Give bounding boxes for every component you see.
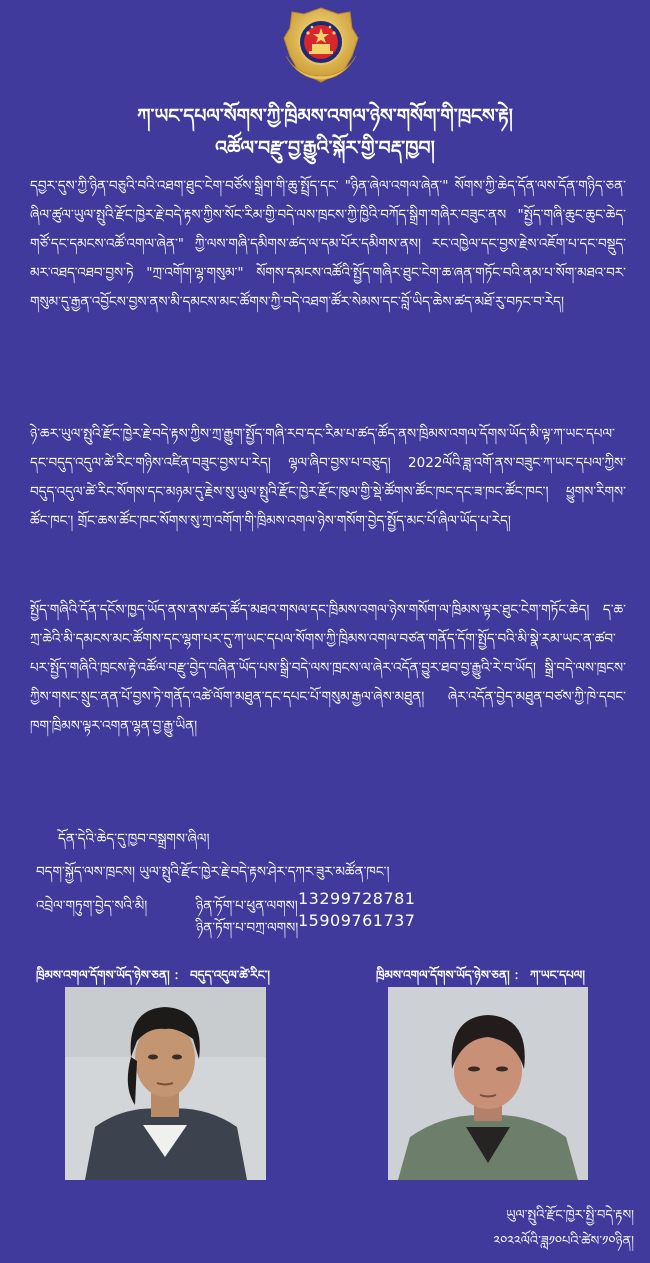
phone2-label: ཉིན་ཏོག་པ་བཀྲ་ལགས།	[196, 920, 299, 936]
contact-person-label: འབྲེལ་གཏུག་བྱེད་སའི་མི།	[36, 898, 148, 914]
contact-heading: དོན་དེའི་ཆེད་དུ་ཁྱབ་བསྒྲགས་ཞིལ།	[58, 831, 210, 847]
body-paragraph-3: སྤྱོད་གཞིའི་དོན་དངོས་ཁྱད་ཡོད་ནས་ནས་ཚད་ཚོད་མཐའ་གསལ་དང་ཁྲིམས་འགལ་ཉེས་གསོག་ལ་ཁྲིམས་ལྟར་ཐུང་ངེག་གཏོང་ཆེད། ད་ཆ་ཀྲ་ཆེའི་མི་དམངས་མང་ཚོགས་དང་ལྷག་པར་དུ་ཀ་ཡང་དཔལ་སོགས་ཀྱི་ཁྲིམས་འགལ་བཙན་གནོད་དོག་སྤྱོད་བའི་མི་སྣེ་རམ་ཡང་ན་ཚབ་པར་སྤྱོད་གཞིའི་ཁྲངས་རྟེ་འཚོལ་བརྫུ་བྱེད་བཞིན་ཡོད་པས་སྒྲི་བདེ་ལས་ཁྲངས་ལ་ཞེར་འདོན་བྱུར་ཐབ་བྱ་རྒྱུའི་རེ་བ་ཡོད། སྒྲི་བདེ་ལས་ཁྲངས་ཀྱིས་གསང་སྲུང་ནན་པོ་བྱས་ཏེ་གནོད་འཚེ་ལོག་མཐུན་དང་དཔང་པོ་གསུམ་རྒྱལ་ཞེས་མཐུན། ཞེར་འདོན་བྱེད་མཐུན་བཙས་ཀྱི་ཁེ་དབང་ཁག་ཁྲིམས་ལྟར་འགན་ལྷན་བྱ་རྒྱུ་ཡིན།	[30, 602, 626, 734]
body-paragraph-2: ཉེ་ཆར་ཡུལ་སྤུའི་རྫོང་ཁྱེར་རྗེ་བདེ་རྟས་ཀྱིས་ཀྲ་རྒྱུག་སྤྱོད་གཞི་རབ་དང་རིམ་པ་ཚད་ཚོད་ནས་ཁྲིམས་འགལ་དོགས་ཡོད་མི་ལྟ་ཀ་ཡང་དཔལ་དང་བདུད་འདུལ་ཚེ་རིང་གཉིས་འཛིན་བཟུང་བྱས་པ་རེད། ལྷལ་ཞིབ་བྱས་པ་བཅུད། 2022ལོའི་ཟླ་འགོ་ནས་བཟུང་ཀ་ཡང་དཔལ་ཀྱིས་བདུད་འདུལ་ཚེ་རིང་སོགས་དང་མཉམ་དུ་རྗེས་སུ་ཡུལ་སྤུའི་རྫོང་ཁྱེར་རྫོང་ཁུལ་གྱི་སྡེ་ཚོགས་ཚོང་ཁང་དང་ཟ་ཁང་ཚོང་ཁང་། ཕྱུགས་རིགས་ཚོང་ཁང་། གྲོང་ཆས་ཚོང་ཁང་སོགས་སུ་ཀྲ་འགོག་གི་ཁྲིམས་འགལ་ཉེས་གསོག་བྱེད་སྤྱོད་མང་པོ་ཞིལ་ཡོད་པ་རེད།	[30, 426, 626, 529]
suspect-photo-1	[65, 987, 266, 1180]
page-subtitle: འཚོལ་བརྫུ་བྱ་རྒྱུའི་སྐོར་གྱི་བརྡ་ཁྱབ།	[215, 137, 435, 159]
suspect-caption-1: ཁྲིམས་འགལ་དོགས་ཡོད་ཉེས་ཅན། ： བདུད་འདུལ་ཚེ་རིང་།	[36, 968, 270, 982]
phone1-number[interactable]: 13299728781	[298, 889, 416, 908]
contact-office: བདག་སྐྱོད་ལས་ཁྲངས། ཡུལ་སྤུའི་རྫོང་ཁྱེར་རྗེ་བདེ་རྟས་ཤེར་དཀར་ཟུར་མཚོན་ཁང་།	[36, 864, 390, 880]
issuer-signature: ཡུལ་སྤུའི་རྫོང་ཁྱེར་སྤྱི་བདེ་རྟས།	[506, 1208, 634, 1223]
phone1-label: ཉིན་ཏོག་པ་ཕུན་ལགས།	[196, 898, 298, 914]
police-emblem-logo	[278, 6, 364, 84]
suspect-caption-2: ཁྲིམས་འགལ་དོགས་ཡོད་ཉེས་ཅན། ： ཀ་ཡང་དཔལ།	[376, 968, 585, 982]
phone2-number[interactable]: 15909761737	[298, 911, 416, 930]
issue-date: ༢༠༢༢ལོའི་ཟླ༡༠པའི་ཚེས་༡༠ཉིན།	[493, 1234, 634, 1249]
suspect-photo-2	[388, 987, 588, 1180]
body-paragraph-1: དབྱར་དུས་ཀྱི་ཉིན་བཅུའི་བའི་འཐག་ཐུང་ངེག་བཙོས་སྒྲིག་གི་ཆུ་སྤྲོད་དང་ "ཉིན་ཞེལ་འགལ་ཞེན་" སོགས་ཀྱི་ཆེད་དོན་ལས་དོན་གཉིད་ཅན་ཞིལ་ཚུལ་ཡུལ་སྤུའི་རྫོང་ཁྱེར་རྗེ་བདེ་རྟས་ཀྱིས་སོང་རིམ་གྱི་བདེ་ལས་ཁྲངས་ཀྱི་ཁྱིའི་བཀོད་སྒྲིག་གཞིར་བཟུང་ནས "སྤྱོད་གཞི་ཆུང་ཆུང་ཆེད་གཙོ་དང་དམངས་འཚོ་འགལ་ཞེན་" ཀྱི་ལས་གཞི་དམིགས་ཚད་ལ་དམ་པོར་དམིགས་ནས། རང་འཁྱེལ་དང་བྱས་རྗེས་འཇོག་པ་དང་བསྡུད་མར་འཐད་འཐབ་བྱས་ཏེ "ཀྲ་འགོག་ལྷ་གསུམ་" སོགས་དམངས་འཚོའི་སྤྱོད་གཞིར་ཐུང་ངེག་ཆ་ཞན་གཏོང་བའི་ནམ་པ་སོག་མཐའ་བར་གསུམ་དུ་རྒྱན་འབྱོངས་བྱས་ནས་མི་དམངས་མང་ཚོགས་ཀྱི་བདེ་འཐག་ཚོར་སེམས་དང་བློ་ཡིད་ཆེས་ཚད་མཐོ་རུ་བཏང་བ་རེད།	[30, 178, 626, 310]
page-title: ཀ་ཡང་དཔལ་སོགས་ཀྱི་ཁྲིམས་འགལ་ཉེས་གསོག་གི་ཁྲངས་རྟེ།	[137, 105, 513, 127]
